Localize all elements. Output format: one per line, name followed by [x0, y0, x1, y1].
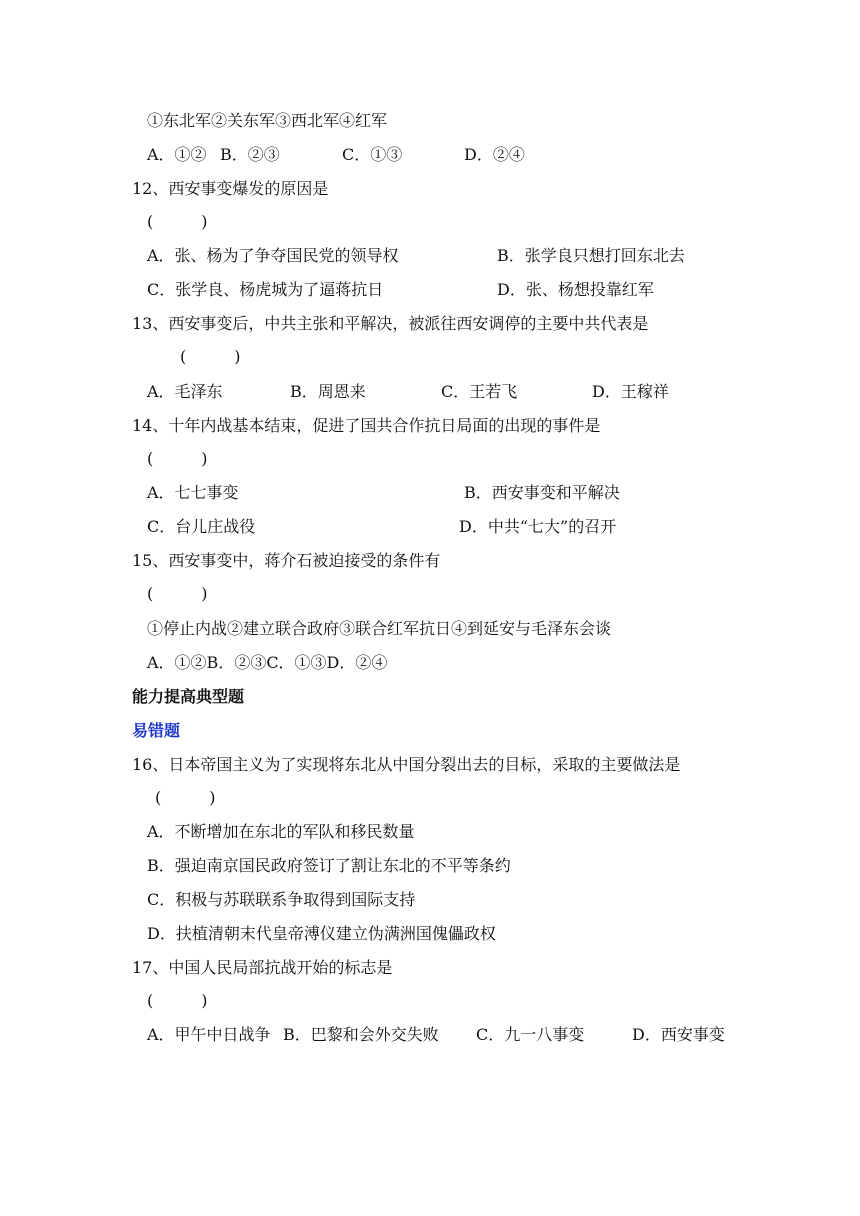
q13-option-b: B．周恩来	[290, 382, 366, 401]
q17-option-d: D．西安事变	[632, 1025, 725, 1044]
q14-option-c: C．台儿庄战役	[147, 517, 256, 536]
section-title: 能力提高典型题	[132, 687, 245, 706]
q16-option-a: A．不断增加在东北的军队和移民数量	[147, 822, 415, 841]
q12-option-d: D．张、杨想投靠红军	[497, 280, 654, 299]
q16-option-d: D．扶植清朝末代皇帝溥仪建立伪满洲国傀儡政权	[147, 924, 496, 943]
q13-answer-paren: ( )	[180, 347, 241, 366]
q16-answer-paren: ( )	[155, 788, 216, 807]
section-subtitle: 易错题	[132, 721, 181, 740]
q17-option-c: C．九一八事变	[476, 1025, 585, 1044]
q15-stem: 15、西安事变中，蒋介石被迫接受的条件有	[132, 551, 441, 570]
q15-options: A．①②B．②③C．①③D．②④	[147, 653, 388, 672]
q14-option-d: D．中共“七大”的召开	[459, 517, 617, 536]
q14-option-b: B．西安事变和平解决	[464, 483, 620, 502]
q16-stem: 16、日本帝国主义为了实现将东北从中国分裂出去的目标，采取的主要做法是	[132, 755, 681, 774]
q12-option-b: B．张学良只想打回东北去	[497, 246, 685, 265]
q12-option-a: A．张、杨为了争夺国民党的领导权	[147, 246, 399, 265]
q14-answer-paren: ( )	[147, 449, 208, 468]
q12-answer-paren: ( )	[147, 212, 208, 231]
q12-stem: 12、西安事变爆发的原因是	[132, 179, 329, 198]
q17-answer-paren: ( )	[147, 991, 208, 1010]
q15-answer-paren: ( )	[147, 584, 208, 603]
q14-option-a: A．七七事变	[147, 483, 239, 502]
q11-option-d: D．②④	[464, 145, 525, 164]
q12-option-c: C．张学良、杨虎城为了逼蒋抗日	[147, 280, 384, 299]
q17-option-b: B．巴黎和会外交失败	[283, 1025, 439, 1044]
q13-option-d: D．王稼祥	[592, 382, 669, 401]
q13-option-c: C．王若飞	[441, 382, 518, 401]
q17-stem: 17、中国人民局部抗战开始的标志是	[132, 958, 393, 977]
q11-option-b: B．②③	[220, 145, 280, 164]
q16-option-c: C．积极与苏联联系争取得到国际支持	[147, 890, 416, 909]
q16-option-b: B．强迫南京国民政府签订了割让东北的不平等条约	[147, 856, 511, 875]
q11-option-a: A．①②	[147, 145, 207, 164]
q13-option-a: A．毛泽东	[147, 382, 223, 401]
q13-stem: 13、西安事变后，中共主张和平解决，被派往西安调停的主要中共代表是	[132, 314, 649, 333]
q14-stem: 14、十年内战基本结束，促进了国共合作抗日局面的出现的事件是	[132, 416, 601, 435]
q11-option-c: C．①③	[342, 145, 403, 164]
q15-items: ①停止内战②建立联合政府③联合红军抗日④到延安与毛泽东会谈	[147, 619, 612, 638]
q17-option-a: A．甲午中日战争	[147, 1025, 271, 1044]
q11-items: ①东北军②关东军③西北军④红军	[147, 111, 388, 130]
